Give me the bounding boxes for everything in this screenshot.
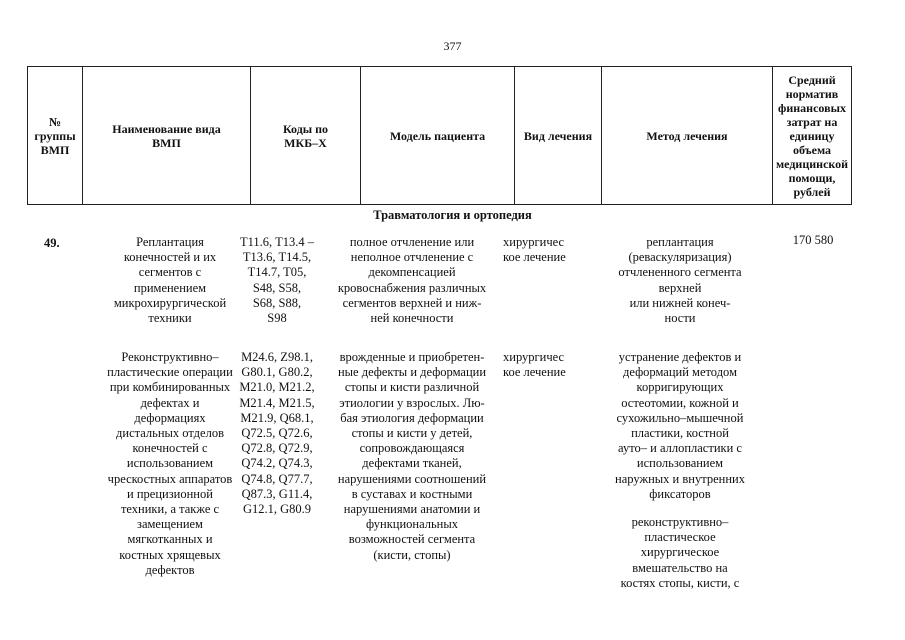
section-title: Травматология и ортопедия <box>373 208 532 222</box>
patient-model: полное отчленение или неполное отчленение с декомпенсацией кровоснабжения различных сегментов верхней и ниж- ней конечности <box>337 235 487 326</box>
treatment-method: реплантация (реваскуляризация) отчлененного сегмента верхней или нижней конеч- ности <box>618 235 742 326</box>
treatment-type: хирургичес кое лечение <box>503 350 566 380</box>
vmp-name: Реконструктивно– пластические операции при комбинированных дефектах и деформациях дистальных отделов конечностей с использованием чрескостных аппаратов и прецизионной техники, а также с замещением мягкотканных и костных хрящевых дефектов <box>107 350 233 577</box>
group-number: 49. <box>44 236 60 250</box>
treatment-method: устранение дефектов и деформаций методом корригирующих остеотомии, кожной и сухожильно–мышечной пластики, костной ауто– и аллопластики с использованием наружных и внутренних фиксаторов <box>615 350 745 501</box>
icd-codes: T11.6, T13.4 – T13.6, T14.5, T14.7, T05, S48, S58, S68, S88, S98 <box>240 235 314 326</box>
header-icd-codes: Коды по МКБ–Х <box>251 67 361 205</box>
header-group-number: № группы ВМП <box>28 67 83 205</box>
treatment-method-continued: реконструктивно– пластическое хирургическое вмешательство на костях стопы, кисти, с <box>620 515 740 590</box>
icd-codes: M24.6, Z98.1, G80.1, G80.2, M21.0, M21.2, M21.4, M21.5, M21.9, Q68.1, Q72.5, Q72.6, Q72.8, Q72.9, Q74.2, Q74.3, Q74.8, Q77.7, Q87.3, G11.4, G12.1, G80.9 <box>239 350 315 517</box>
header-treatment-type: Вид лечения <box>515 67 602 205</box>
header-treatment-method: Метод лечения <box>602 67 773 205</box>
page-number: 377 <box>443 39 462 53</box>
vmp-name: Реплантация конечностей и их сегментов с применением микрохирургической техники <box>113 235 227 326</box>
patient-model: врожденные и приобретен- ные дефекты и деформации стопы и кисти различной этиологии у взрослых. Лю- бая этиология деформации стопы и кисти у детей, сопровождающаяся дефектами тканей, нарушениями соотношений в суставах и костными нарушениями анатомии и функциональных возможностей сегмента (кисти, стопы) <box>337 350 487 562</box>
average-cost: 170 580 <box>792 233 834 247</box>
treatment-type: хирургичес кое лечение <box>503 235 566 265</box>
header-patient-model: Модель пациента <box>361 67 515 205</box>
header-vmp-name: Наименование вида ВМП <box>83 67 251 205</box>
table-header <box>27 66 852 205</box>
header-average-cost: Средний норматив финансовых затрат на единицу объема медицинской помощи, рублей <box>773 67 852 205</box>
